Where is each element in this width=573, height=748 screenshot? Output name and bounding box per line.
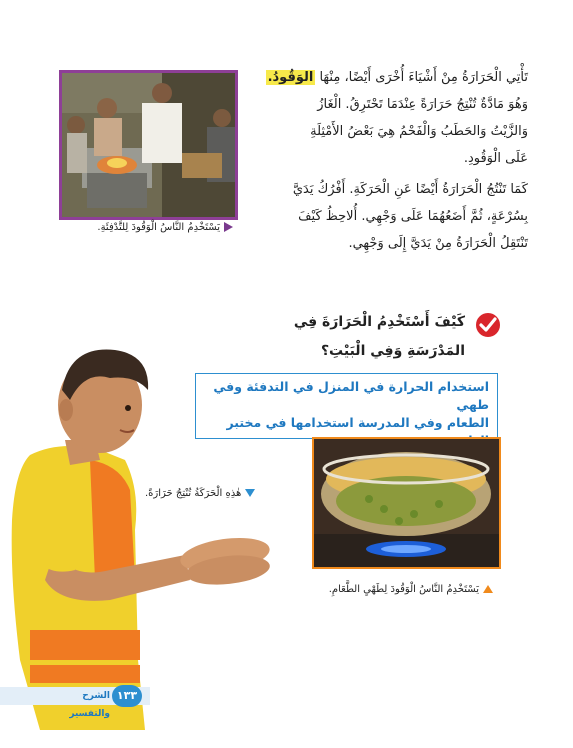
caption-text: هٰذِهِ الْحَرَكَةُ تُنْتِجُ حَرَارَةً. [145,488,242,499]
paragraph-line: تَنْتَقِلُ الْحَرَارَةُ مِنْ يَدَيَّ إِلَى وَجْهِي. [348,236,528,251]
triangle-blue-icon [245,489,255,497]
heating-photo-caption [97,222,233,233]
section-label [40,687,110,719]
paragraph-line: كَمَا تَنْتُجُ الْحَرَارَةُ أَيْضًا عَنِ الْحَرَكَةِ. أَفْرُكُ يَدَيَّ [292,182,528,197]
check-icon [474,311,502,339]
triangle-purple-icon [224,222,233,232]
paragraph-line [266,70,528,85]
answer-line: الطعام وفي المدرسة استخدامها في مختبر [226,415,489,430]
paragraph-line: بِسُرْعَةٍ، ثُمَّ أَضَعُهُمَا عَلَى وَجْهِي. أُلاحِظُ كَيْفَ [298,209,528,224]
triangle-orange-icon [483,585,493,593]
heating-photo [59,70,238,220]
page-number: ١٣٣ [116,689,138,702]
caption-text: يَسْتَخْدِمُ النَّاسُ الْوَقُودَ لِلتَّدْفِئَةِ. [97,222,220,233]
section-text: الشرح والتفسير [69,691,110,719]
answer-line: استخدام الحرارة في المنزل في التدفئة وفي طهي [213,379,489,412]
caption-text: يَسْتَخْدِمُ النَّاسُ الْوَقُودَ لِطَهْيِ الطَّعَامِ. [328,584,479,595]
page-number-badge [112,685,142,707]
boy-rubbing-hands-image [0,330,290,738]
footer [0,683,150,719]
question-line: كَيْفَ أَسْتَخْدِمُ الْحَرَارَةَ فِي [293,314,465,330]
paragraph-fuel [248,70,528,190]
heating-photo-illustration [62,73,235,217]
paragraph-motion [238,182,528,272]
paragraph-line: عَلَى الْوَقُودِ. [463,151,528,166]
highlighted-term: الوَقُودُ. [267,70,314,85]
cooking-photo-caption [329,584,493,595]
paragraph-line: وَهُوَ مَادَّةٌ تُنْتِجُ حَرَارَةً عِنْدَمَا تَحْتَرِقُ. الْغَازُ [317,97,528,112]
text-span: تَأْتِي الْحَرَارَةُ مِنْ أَشْيَاءَ أُخْرَى أَيْضًا، مِنْهَا [319,70,528,85]
cooking-photo [312,437,501,569]
paragraph-line: وَالزَّيْتُ وَالحَطَبُ وَالْفَحْمُ هِيَ بَعْضُ الأَمْثِلَةِ [310,124,528,139]
question-line: المَدْرَسَةِ وَفِي الْبَيْتِ؟ [320,343,465,359]
cooking-photo-illustration [314,439,499,567]
motion-caption [145,488,255,499]
question [265,314,465,370]
